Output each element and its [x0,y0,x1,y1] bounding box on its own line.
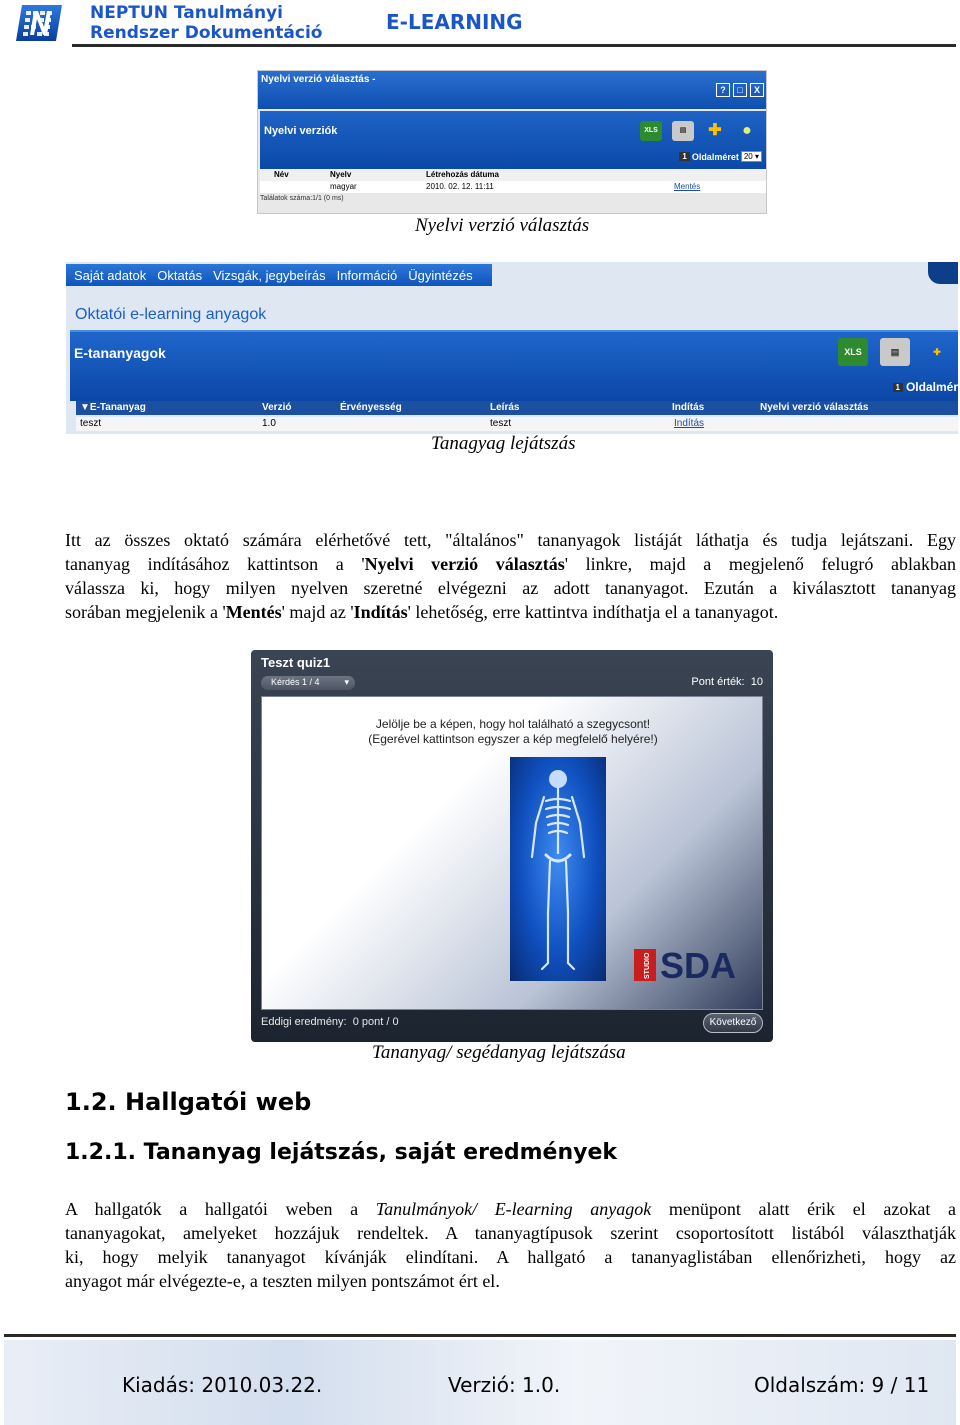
page-size-label: Oldalmér [905,380,958,394]
pin-icon[interactable]: ✚ [708,122,722,139]
question-hint: (Egerével kattintson egyszer a kép megfelelő helyére!) [368,732,658,746]
menu-item-information[interactable]: Információ [336,267,398,283]
header-section: E-LEARNING [386,10,523,34]
table-row[interactable] [260,181,766,193]
start-link[interactable]: Indítás [674,418,705,429]
heading-student-web: 1.2. Hallgatói web [65,1088,312,1116]
svg-text:SDA: SDA [660,945,737,985]
column-header[interactable]: Nyelv [330,170,352,179]
page-header [0,0,960,50]
text-line: válassza ki, hogy milyen nyelven szeretné elvégezni az adott tananyagot. Ezután a kiválasztott tananyag [65,578,956,598]
paragraph-student [65,1197,956,1293]
maximize-button[interactable]: □ [733,83,747,97]
quiz-title: Teszt quiz1 [261,655,331,670]
heading-playback-results: 1.2.1. Tananyag lejátszás, saját eredmények [65,1140,617,1165]
window-title: Nyelvi verzió választás - [261,74,376,85]
print-icon[interactable]: ▤ [880,338,910,366]
text-line: anyagot már elvégezte-e, a teszten milyen pontszámot ért el. [65,1271,500,1291]
column-header[interactable]: Nyelvi verzió választás [760,402,869,413]
cell-description: teszt [490,418,512,429]
panel-title: Nyelvi verziók [264,125,338,137]
pager [679,151,762,162]
table-row[interactable] [76,417,958,431]
menu-item-exams[interactable]: Vizsgák, jegybeírás [213,267,326,283]
paragraph-intro [65,528,956,624]
table-header [260,169,766,181]
text-line: sorában megjelenik a 'Mentés' majd az 'Indítás' lehetőség, erre kattintva indíthatja el a tananyagot. [65,602,779,622]
result-display: Eddigi eredmény: 0 pont / 0 [261,1016,399,1028]
table-header [76,401,958,415]
elearning-materials-screen [66,262,958,434]
text-line: tananyag indításához kattintson a 'Nyelvi verzió választás' linkre, majd a megjelenő felugró ablakban [65,554,956,574]
cell-language: magyar [330,182,357,191]
cell-created: 2010. 02. 12. 11:11 [426,182,494,191]
main-menu [66,264,492,286]
text-line: Itt az összes oktató számára elérhetővé tett, "általános" tananyagok listáját láthatja és tudja lejátszani. Egy [65,530,956,550]
footer-release: Kiadás: 2010.03.22. [122,1373,323,1397]
caption-playback: Tanagyag lejátszás [431,433,576,454]
page-size-label: Oldalméret [691,151,739,162]
sda-studio-logo [634,945,750,985]
chevron-down-icon: ▾ [344,677,349,687]
column-header[interactable]: Leírás [490,402,520,413]
column-header[interactable]: Név [274,170,289,179]
text-line: A hallgatók a hallgatói weben a Tanulmányok/ E-learning anyagok menüpont alatt érik el azokat a [65,1199,956,1219]
points-display: Pont érték: 10 [691,676,763,688]
caption-quiz: Tananyag/ segédanyag lejátszása [372,1042,626,1063]
search-icon[interactable]: ● [742,122,752,139]
column-header[interactable]: Verzió [262,402,292,413]
xls-export-icon[interactable]: XLS [640,121,662,141]
language-table [260,169,766,193]
footer-version: Verzió: 1.0. [448,1373,561,1397]
svg-text:STUDIO: STUDIO [644,952,651,979]
footer-divider [4,1334,956,1337]
cell-version: 1.0 [262,418,276,429]
page-size-select[interactable]: 20 ▾ [741,151,762,162]
etananyagok-panel [70,330,958,401]
page-number[interactable]: 1 [893,383,903,392]
neptun-logo-icon [14,3,64,43]
menu-corner [928,262,958,284]
menu-item-education[interactable]: Oktatás [157,267,203,283]
footer-page: Oldalszám: 9 / 11 [754,1373,930,1397]
quiz-player [251,650,773,1042]
pager [893,380,958,394]
next-button[interactable]: Következő [703,1013,763,1033]
xls-export-icon[interactable]: XLS [838,338,868,366]
column-header[interactable]: ▼E-Tananyag [80,402,146,413]
column-header[interactable]: Indítás [672,402,705,413]
close-button[interactable]: X [750,83,764,97]
text-line: ki, hogy melyik tananyagot kívánják elindítani. A hallgató a tananyaglistában ellenőrizheti, hogy az [65,1247,956,1267]
result-count: Találatok száma:1/1 (0 ms) [260,195,344,202]
window-titlebar [258,71,766,109]
header-title-line2: Rendszer Dokumentáció [90,23,323,43]
pin-icon[interactable]: ✚ [933,347,941,357]
save-link[interactable]: Mentés [674,182,701,191]
menu-item-administration[interactable]: Ügyintézés [408,267,473,283]
question-text: Jelölje be a képen, hogy hol található a szegycsont! [375,717,651,731]
header-title-line1: NEPTUN Tanulmányi [90,3,283,23]
skeleton-image-icon[interactable] [510,757,606,981]
menu-item-personal-data[interactable]: Saját adatok [74,267,147,283]
language-version-window [257,70,767,214]
cell-name: teszt [80,418,102,429]
caption-language-version: Nyelvi verzió választás [415,215,590,236]
page-title: Oktatói e-learning anyagok [75,306,267,323]
page-number[interactable]: 1 [679,152,689,161]
question-area [261,696,763,1010]
print-icon[interactable]: ▤ [672,121,694,141]
question-dropdown[interactable]: Kérdés 1 / 4 ▾ [261,676,355,690]
column-header[interactable]: Érvényesség [340,402,402,413]
text-line: tananyagokat, amelyeket hozzájuk rendeltek. A tananyagtípusok szerint csoportosított listából választhatják [65,1223,956,1243]
column-header[interactable]: Létrehozás dátuma [426,170,499,179]
help-button[interactable]: ? [716,83,730,97]
panel-title: E-tananyagok [74,345,166,361]
language-versions-panel [260,111,766,169]
header-divider [72,44,956,47]
page-footer [4,1340,956,1425]
